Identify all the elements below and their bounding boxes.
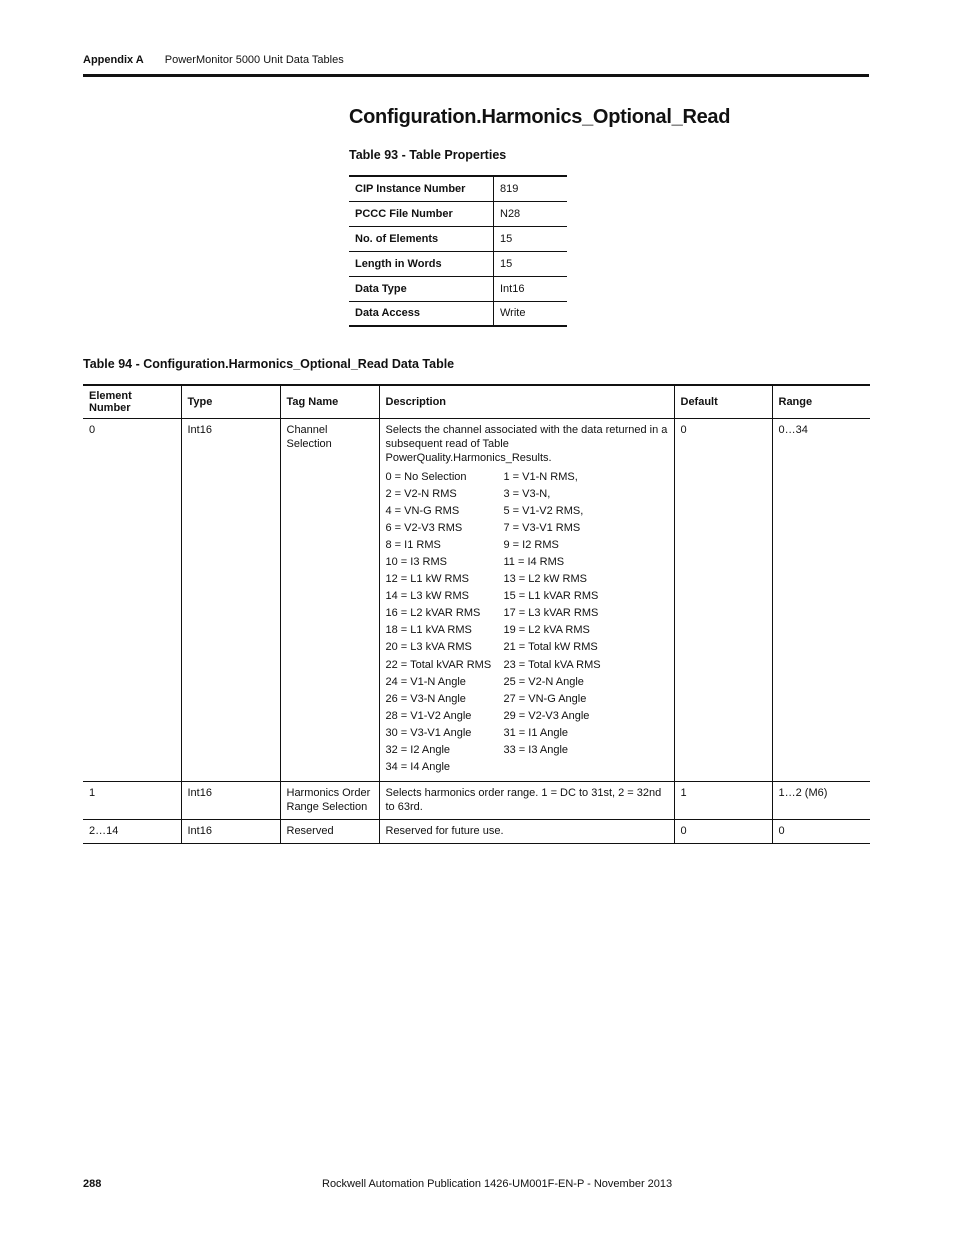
option-item: 14 = L3 kW RMS (385, 590, 469, 603)
data-table-header-row (83, 385, 870, 419)
description-cell: Selects harmonics order range. 1 = DC to 31st, 2 = 32nd to 63rd. (379, 781, 674, 819)
property-key: Data Access (349, 301, 494, 326)
option-row (386, 622, 668, 639)
col-header: Range (772, 385, 870, 419)
col-header: Description (379, 385, 674, 419)
appendix-label: Appendix A (83, 54, 144, 66)
property-row (349, 251, 567, 276)
option-row (386, 656, 668, 673)
page-number: 288 (83, 1178, 102, 1190)
option-item: 18 = L1 kVA RMS (385, 624, 472, 637)
property-value: Int16 (494, 276, 568, 301)
property-row (349, 276, 567, 301)
property-value: 15 (494, 226, 568, 251)
option-item: 24 = V1-N Angle (385, 675, 466, 688)
option-row (386, 759, 668, 776)
option-row (386, 553, 668, 570)
option-row (386, 690, 668, 707)
option-item: 29 = V2-V3 Angle (503, 709, 590, 722)
col-header: Tag Name (280, 385, 379, 419)
option-row (386, 519, 668, 536)
option-item: 8 = I1 RMS (385, 538, 441, 551)
option-item: 33 = I3 Angle (503, 744, 569, 757)
element-number: 1 (83, 781, 181, 819)
header-title: PowerMonitor 5000 Unit Data Tables (164, 54, 344, 66)
table-93-caption: Table 93 - Table Properties (349, 148, 507, 162)
option-item: 3 = V3-N, (503, 487, 551, 500)
option-item: 9 = I2 RMS (503, 538, 559, 551)
option-item: 30 = V3-V1 Angle (385, 726, 472, 739)
element-number: 2…14 (83, 819, 181, 843)
description-cell (379, 419, 674, 782)
default-cell: 0 (674, 819, 772, 843)
option-item: 16 = L2 kVAR RMS (385, 607, 481, 620)
option-item: 17 = L3 kVAR RMS (503, 607, 599, 620)
option-item: 5 = V1-V2 RMS, (503, 504, 584, 517)
range-cell: 0…34 (772, 419, 870, 782)
range-cell: 0 (772, 819, 870, 843)
option-row (386, 742, 668, 759)
range-cell: 1…2 (M6) (772, 781, 870, 819)
property-row (349, 226, 567, 251)
property-value: 819 (494, 176, 568, 201)
option-item: 0 = No Selection (385, 470, 467, 483)
property-key: CIP Instance Number (349, 176, 494, 201)
col-header: Element Number (83, 385, 181, 419)
property-key: No. of Elements (349, 226, 494, 251)
option-row (386, 485, 668, 502)
option-item: 20 = L3 kVA RMS (385, 641, 472, 654)
property-value: N28 (494, 201, 568, 226)
section-title: Configuration.Harmonics_Optional_Read (349, 106, 731, 128)
option-row (386, 502, 668, 519)
option-item: 15 = L1 kVAR RMS (503, 590, 599, 603)
option-row (386, 468, 668, 485)
option-item: 26 = V3-N Angle (385, 692, 466, 705)
data-table (83, 384, 870, 844)
option-item: 23 = Total kVA RMS (503, 658, 601, 671)
property-row (349, 301, 567, 326)
option-row (386, 588, 668, 605)
type-cell: Int16 (181, 419, 280, 782)
col-header: Default (674, 385, 772, 419)
tag-name: Harmonics Order Range Selection (280, 781, 379, 819)
option-row (386, 605, 668, 622)
publication-info: Rockwell Automation Publication 1426-UM001F-EN-P - November 2013 (322, 1178, 673, 1190)
property-key: Data Type (349, 276, 494, 301)
option-item: 11 = I4 RMS (503, 556, 565, 569)
option-item: 7 = V3-V1 RMS (503, 521, 581, 534)
property-key: PCCC File Number (349, 201, 494, 226)
tag-name: Reserved (280, 819, 379, 843)
property-value: Write (494, 301, 568, 326)
property-value: 15 (494, 251, 568, 276)
table-row (83, 781, 870, 819)
type-cell: Int16 (181, 819, 280, 843)
option-item: 6 = V2-V3 RMS (385, 521, 463, 534)
option-row (386, 673, 668, 690)
option-item: 21 = Total kW RMS (503, 641, 598, 654)
property-row (349, 176, 567, 201)
col-header: Type (181, 385, 280, 419)
property-key: Length in Words (349, 251, 494, 276)
table-row (83, 419, 870, 782)
option-item: 34 = I4 Angle (385, 761, 451, 774)
description-cell: Reserved for future use. (379, 819, 674, 843)
option-row (386, 707, 668, 724)
type-cell: Int16 (181, 781, 280, 819)
property-row (349, 201, 567, 226)
default-cell: 0 (674, 419, 772, 782)
tag-name: Channel Selection (280, 419, 379, 782)
option-item: 1 = V1-N RMS, (503, 470, 578, 483)
element-number: 0 (83, 419, 181, 782)
option-row (386, 724, 668, 741)
option-item: 25 = V2-N Angle (503, 675, 584, 688)
option-item: 13 = L2 kW RMS (503, 573, 587, 586)
option-item: 31 = I1 Angle (503, 726, 569, 739)
option-row (386, 571, 668, 588)
option-item: 28 = V1-V2 Angle (385, 709, 472, 722)
option-item: 27 = VN-G Angle (503, 692, 587, 705)
table-94-caption: Table 94 - Configuration.Harmonics_Optional_Read Data Table (83, 357, 455, 371)
table-row (83, 819, 870, 843)
option-row (386, 639, 668, 656)
default-cell: 1 (674, 781, 772, 819)
option-item: 2 = V2-N RMS (385, 487, 457, 500)
option-item: 4 = VN-G RMS (385, 504, 460, 517)
description-text: Selects the channel associated with the data returned in a subsequent read of Table PowerQuality.Harmonics_Results. (385, 424, 668, 464)
header-rule (83, 74, 869, 77)
option-item: 22 = Total kVAR RMS (385, 658, 492, 671)
table-properties (349, 175, 567, 327)
channel-options (386, 468, 668, 776)
option-row (386, 536, 668, 553)
option-item: 19 = L2 kVA RMS (503, 624, 590, 637)
option-item: 10 = I3 RMS (385, 556, 447, 569)
page-header (83, 54, 344, 66)
option-item: 12 = L1 kW RMS (385, 573, 469, 586)
option-item: 32 = I2 Angle (385, 744, 451, 757)
